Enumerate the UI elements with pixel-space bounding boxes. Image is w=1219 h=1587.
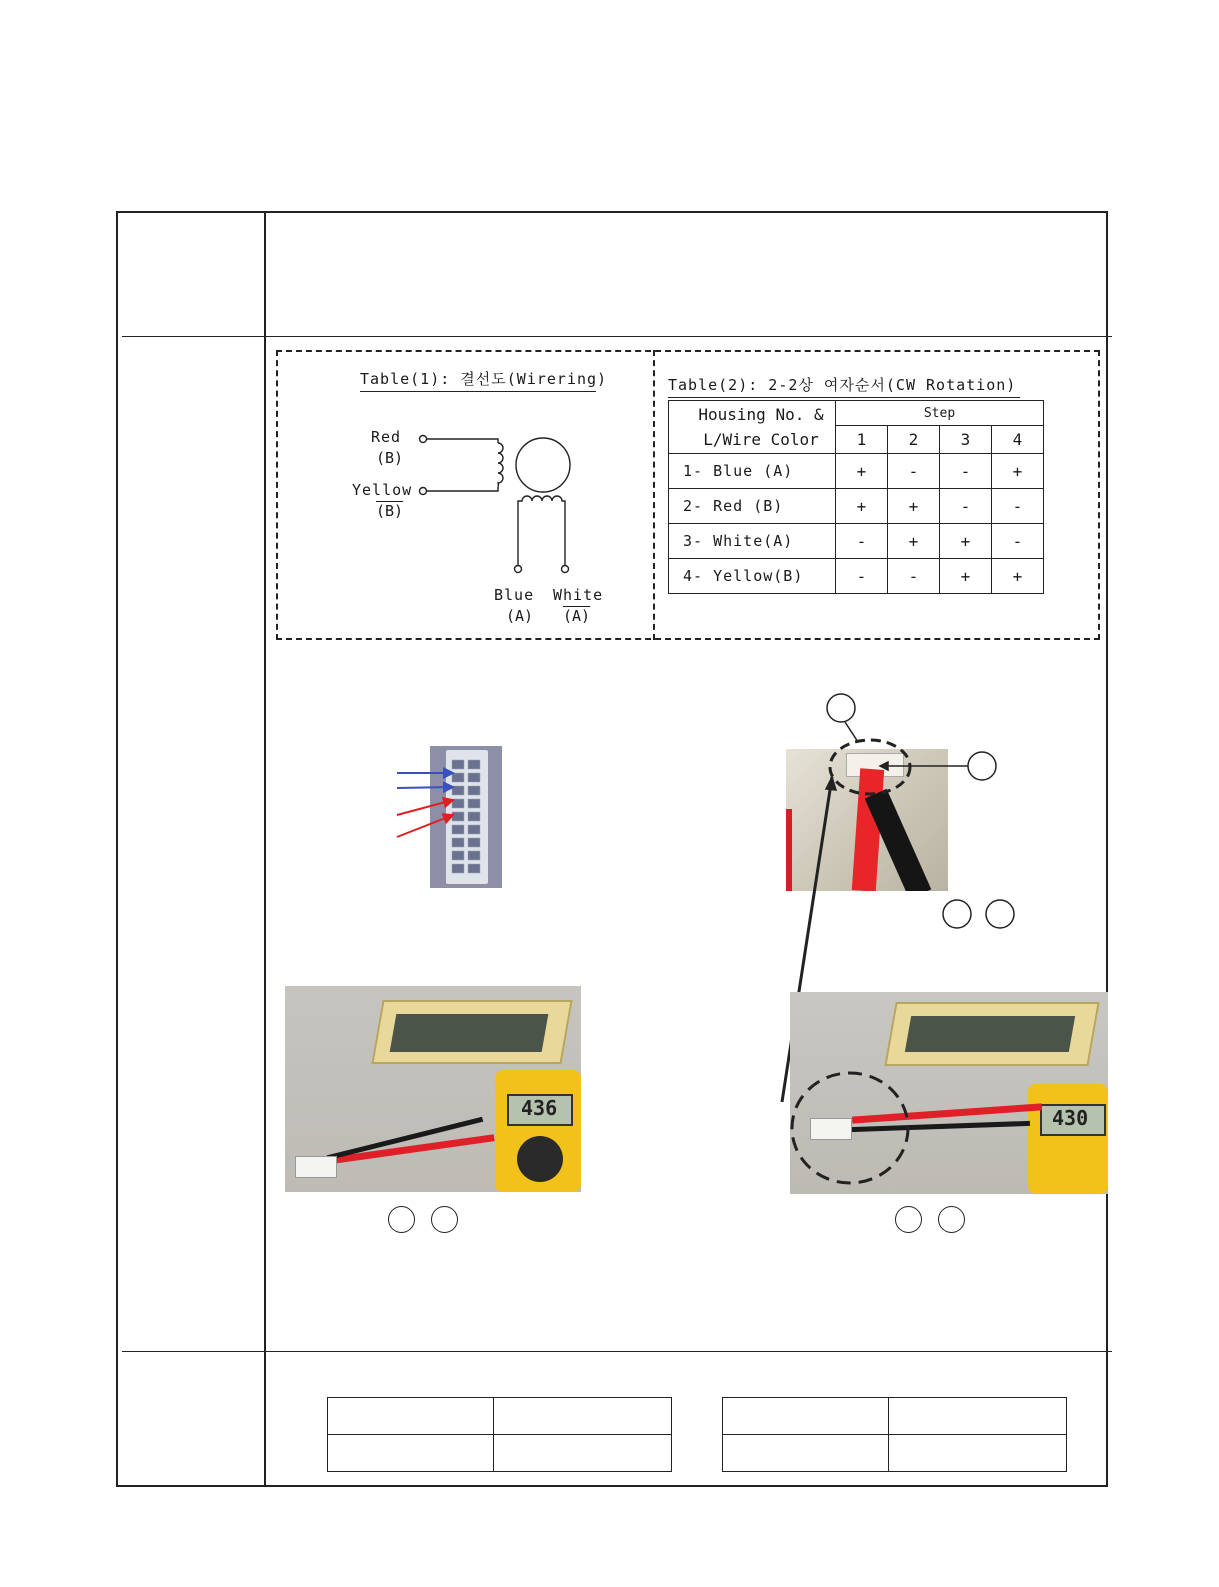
callout-circle <box>895 1206 922 1233</box>
cell: + <box>992 559 1044 594</box>
cell: + <box>940 524 992 559</box>
step-2: 2 <box>888 426 940 454</box>
frame-divider-row2 <box>122 1351 1112 1352</box>
callout-circle <box>938 1206 965 1233</box>
label-yellow: Yellow <box>352 481 413 499</box>
cell: - <box>940 454 992 489</box>
table2-title: Table(2): 2-2상 여자순서(CW Rotation) <box>668 374 1020 398</box>
callout-circle <box>388 1206 415 1233</box>
meter-dial <box>517 1136 563 1182</box>
table-row <box>669 454 1044 489</box>
cell: + <box>836 489 888 524</box>
label-blue: Blue <box>494 586 535 604</box>
table-row <box>669 489 1044 524</box>
coil-schematic <box>415 430 585 590</box>
table2-header-left <box>669 401 836 454</box>
cell: + <box>940 559 992 594</box>
frame-right <box>1106 211 1108 1487</box>
cell: - <box>836 559 888 594</box>
pcb-dark <box>905 1016 1075 1052</box>
frame-divider-vertical <box>264 211 266 1487</box>
cell: - <box>836 524 888 559</box>
label-red-sub: (B) <box>376 449 404 467</box>
cell: + <box>888 489 940 524</box>
cell: - <box>992 489 1044 524</box>
empty-table-left <box>327 1397 672 1472</box>
frame-left <box>116 211 118 1487</box>
meter-body <box>1028 1084 1108 1194</box>
row-label: 2- Red (B) <box>669 489 836 524</box>
row-label: 3- White(A) <box>669 524 836 559</box>
label-blue-sub: (A) <box>506 607 534 625</box>
step-1: 1 <box>836 426 888 454</box>
step-4: 4 <box>992 426 1044 454</box>
meter-right-callout <box>788 1070 918 1190</box>
meter-photo-left <box>285 986 581 1192</box>
label-yellow-sub: (B) <box>376 502 404 520</box>
label-white-sub: (A) <box>563 607 591 625</box>
cell: - <box>940 489 992 524</box>
label-white: White <box>553 586 604 604</box>
table2-header-step: Step <box>836 401 1044 426</box>
excitation-table <box>668 400 1044 594</box>
table-row <box>669 524 1044 559</box>
callout-circle <box>431 1206 458 1233</box>
row-label: 1- Blue (A) <box>669 454 836 489</box>
cell: - <box>888 454 940 489</box>
step-3: 3 <box>940 426 992 454</box>
cell: + <box>888 524 940 559</box>
table-row <box>669 559 1044 594</box>
white-connector <box>295 1156 337 1178</box>
cell: + <box>836 454 888 489</box>
table1-title: Table(1): 결선도(Wirering) <box>360 368 596 392</box>
table2-header-left-line1: Housing No. & <box>698 405 824 424</box>
meter-right-reading: 430 <box>1052 1106 1089 1130</box>
meter-left-reading: 436 <box>521 1096 558 1120</box>
frame-divider-row1 <box>122 336 1112 337</box>
cell: - <box>888 559 940 594</box>
cell: - <box>992 524 1044 559</box>
connector-arrows <box>395 765 465 845</box>
row-label: 4- Yellow(B) <box>669 559 836 594</box>
cell: + <box>992 454 1044 489</box>
pcb-dark <box>390 1014 549 1052</box>
empty-table-right <box>722 1397 1067 1472</box>
label-red: Red <box>371 428 402 446</box>
diagram-box-divider <box>653 350 655 640</box>
table2-header-left-line2: L/Wire Color <box>703 430 819 449</box>
